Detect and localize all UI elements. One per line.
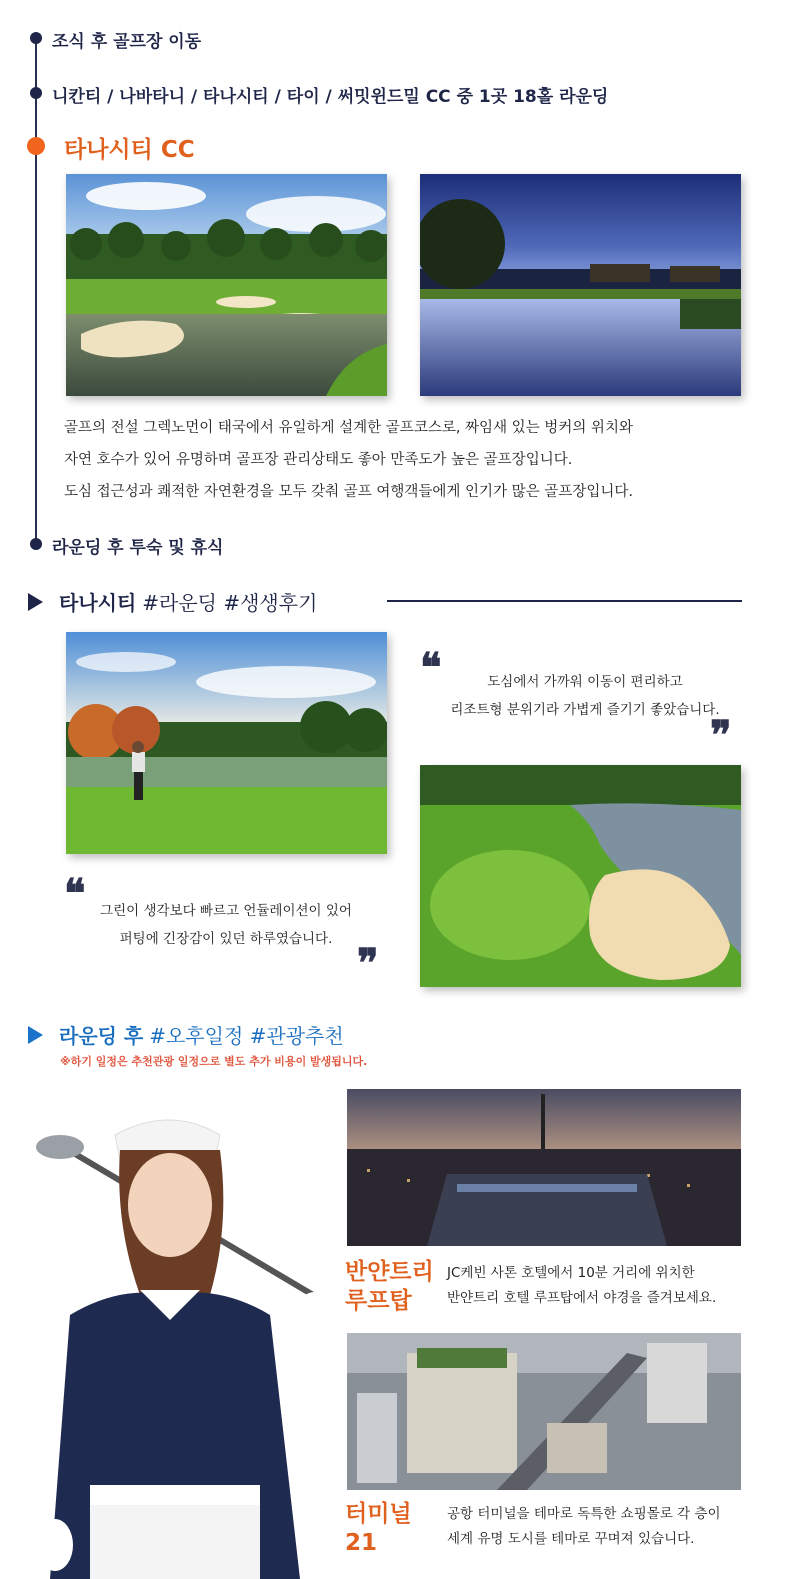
close-quote-icon: ❞ <box>357 940 379 987</box>
golfer-swing-photo <box>66 632 387 854</box>
timeline-step-rest: 라운딩 후 투숙 및 휴식 <box>52 538 224 558</box>
green-bunker-photo <box>420 765 741 987</box>
review-section-heading <box>28 587 317 616</box>
triangle-bullet-icon <box>28 1026 43 1044</box>
close-quote-icon: ❞ <box>710 712 732 759</box>
review-section-title: 타나시티 <box>59 591 137 615</box>
timeline-dot-highlight <box>27 137 45 155</box>
extra-cost-notice: ※하기 일정은 추천관광 일정으로 별도 추가 비용이 발생됩니다. <box>60 1055 368 1068</box>
timeline-dot <box>30 538 42 550</box>
review-section-tags: #라운딩 #생생후기 <box>142 591 318 615</box>
description-line: 자연 호수가 있어 유명하며 골프장 관리상태도 좋아 만족도가 높은 골프장입니다. <box>64 452 573 468</box>
banyan-tree-rooftop-photo <box>347 1089 741 1246</box>
description-line: 골프의 전설 그렉노먼이 태국에서 유일하게 설계한 골프코스로, 짜임새 있는 벙커의 위치와 <box>64 420 633 436</box>
course-photo-day <box>66 174 387 396</box>
quote-line: 퍼팅에 긴장감이 있던 하루였습니다. <box>119 931 333 947</box>
course-photo-night <box>420 174 741 396</box>
spot-desc-line: 세계 유명 도시를 테마로 꾸며져 있습니다. <box>447 1531 695 1547</box>
review-quote-1 <box>430 668 740 724</box>
timeline-step-round: 니칸티 / 나바타니 / 타나시티 / 타이 / 써밋윈드밀 CC 중 1곳 18홀 라운딩 <box>52 87 609 107</box>
quote-line: 도심에서 가까워 이동이 편리하고 <box>487 674 683 690</box>
quote-line: 그린이 생각보다 빠르고 언듈레이션이 있어 <box>100 903 352 919</box>
spot-terminal-description <box>447 1502 721 1552</box>
triangle-bullet-icon <box>28 593 43 611</box>
description-line: 도심 접근성과 쾌적한 자연환경을 모두 갖춰 골프 여행객들에게 인기가 많은 골프장입니다. <box>64 484 633 500</box>
terminal-21-photo <box>347 1333 741 1490</box>
afternoon-section-tags: #오후일정 #관광추천 <box>149 1024 344 1048</box>
timeline-dot <box>30 87 42 99</box>
spot-banyan-description <box>447 1261 716 1311</box>
spot-title-line: 반얀트리 <box>345 1259 434 1285</box>
spot-title-line: 루프탑 <box>345 1288 412 1314</box>
timeline-line <box>35 38 37 545</box>
spot-desc-line: JC케빈 사톤 호텔에서 10분 거리에 위치한 <box>447 1265 695 1281</box>
timeline-step-breakfast: 조식 후 골프장 이동 <box>52 32 202 52</box>
section-divider <box>387 600 742 602</box>
review-quote-2 <box>66 897 386 953</box>
golfer-model-image <box>30 1105 350 1579</box>
timeline-dot <box>30 32 42 44</box>
spot-terminal-title <box>345 1500 412 1558</box>
quote-line: 리조트형 분위기라 가볍게 즐기기 좋았습니다. <box>450 702 720 718</box>
spot-desc-line: 공항 터미널을 테마로 독특한 쇼핑몰로 각 층이 <box>447 1506 721 1522</box>
open-quote-icon: ❝ <box>420 644 442 691</box>
spot-desc-line: 반얀트리 호텔 루프탑에서 야경을 즐겨보세요. <box>447 1290 717 1306</box>
course-name-heading: 타나시티 CC <box>64 137 195 163</box>
spot-banyan-title <box>345 1258 434 1316</box>
course-description <box>64 412 704 508</box>
afternoon-section-heading <box>28 1020 344 1049</box>
afternoon-section-title: 라운딩 후 <box>59 1024 144 1048</box>
open-quote-icon: ❝ <box>64 870 86 917</box>
spot-title-line: 터미널 <box>345 1501 412 1527</box>
spot-title-line: 21 <box>345 1530 378 1556</box>
